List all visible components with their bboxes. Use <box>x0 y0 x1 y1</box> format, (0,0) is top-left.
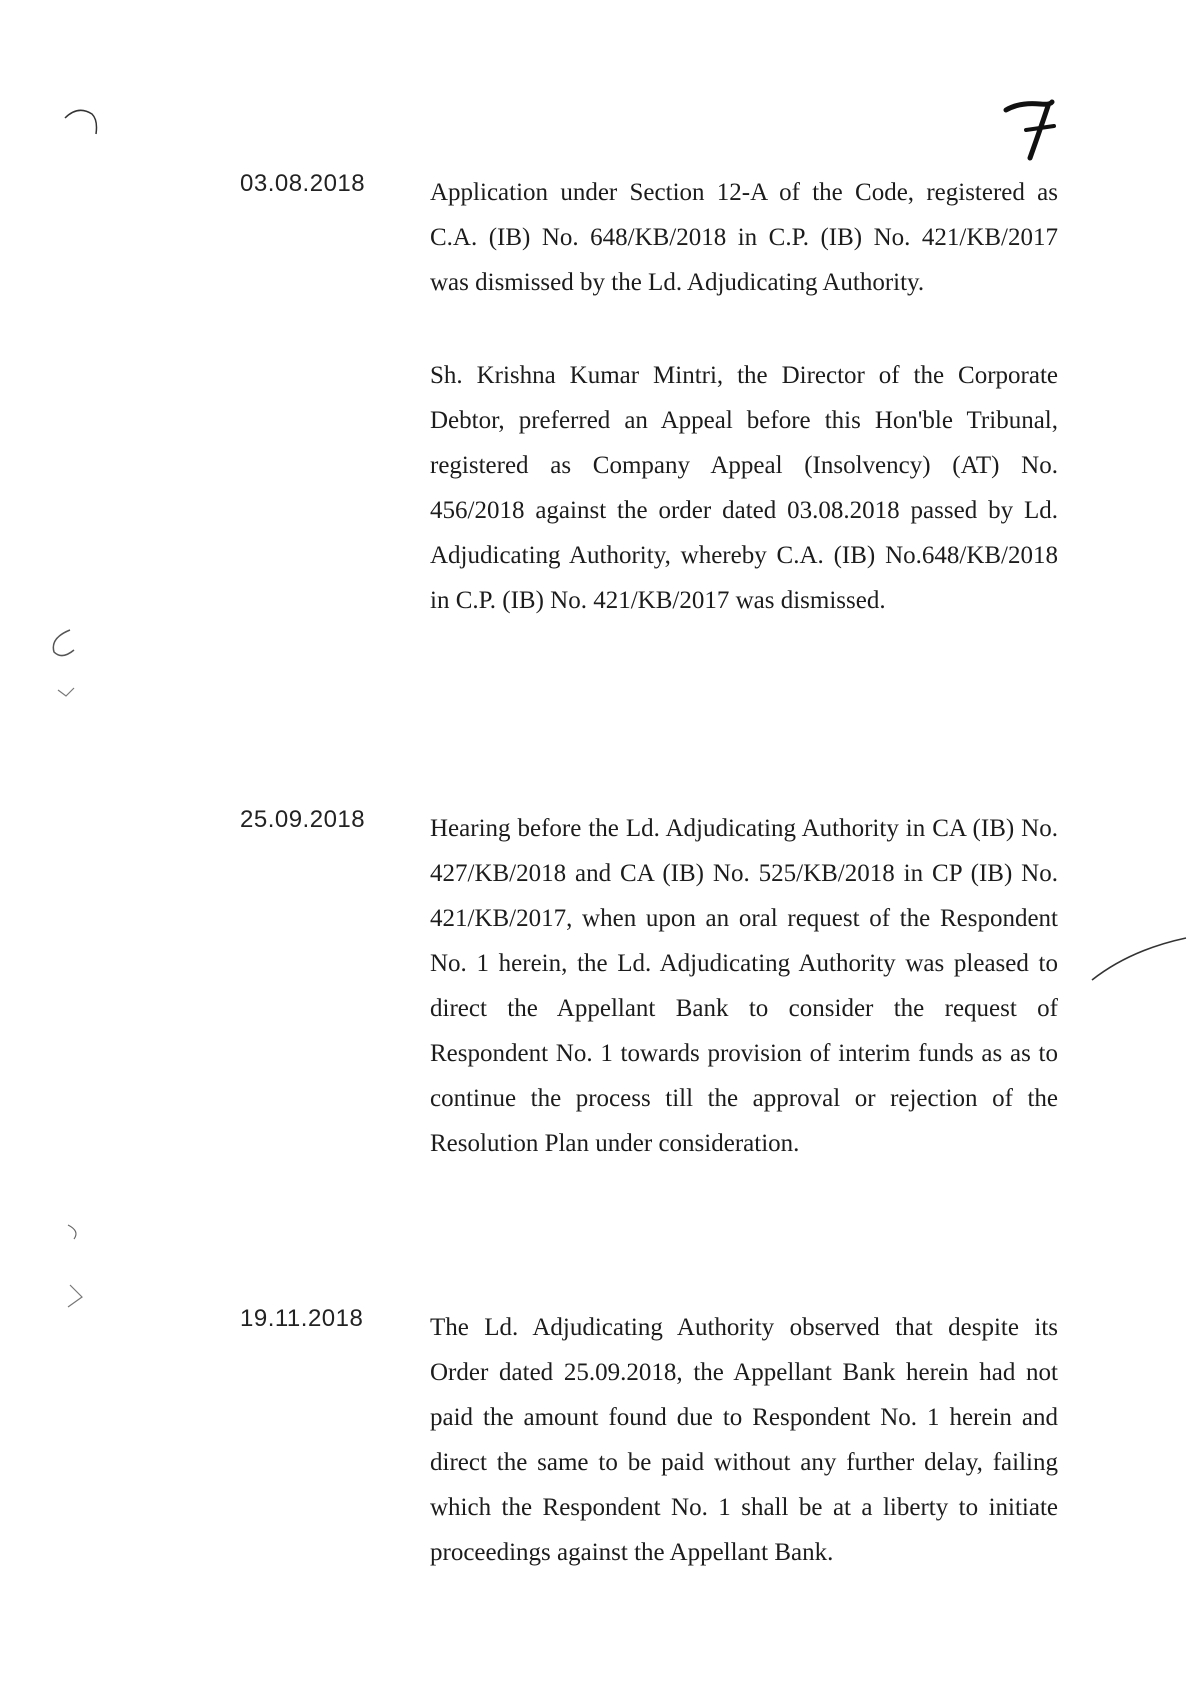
margin-scribble-middle <box>40 620 90 720</box>
entry-paragraph: Sh. Krishna Kumar Mintri, the Director of the Corporate Debtor, preferred an Appeal before this Hon'ble Tribunal, registered as Company Appeal (Insolvency) (AT) No. 456/2018 against the order dated 03.08.2018 passed by Ld. Adjudicating Authority, whereby C.A. (IB) No.648/KB/2018 in C.P. (IB) No. 421/KB/2017 was dismissed. <box>430 362 1058 614</box>
entry-paragraph: Application under Section 12-A of the Code, registered as C.A. (IB) No. 648/KB/2018 in C.P. (IB) No. 421/KB/2017 was dismissed by the Ld. Adjudicating Authority. <box>430 179 1058 296</box>
margin-scribble-right <box>1090 930 1188 990</box>
entry-date: 03.08.2018 <box>240 170 366 197</box>
entry-description <box>430 806 1058 1214</box>
margin-scribble-lower <box>60 1215 100 1325</box>
entry-paragraph: Hearing before the Ld. Adjudicating Authority in CA (IB) No. 427/KB/2018 and CA (IB) No. 525/KB/2018 in CP (IB) No. 421/KB/2017, when upon an oral request of the Respondent No. 1 herein, the Ld. Adjudicating Authority was pleased to direct the Appellant Bank to consider the request of Respondent No. 1 towards provision of interim funds as as to continue the process till the approval or rejection of the Resolution Plan under consideration. <box>430 815 1058 1157</box>
page-number <box>1000 80 1060 170</box>
entry-date: 25.09.2018 <box>240 806 366 833</box>
handwritten-page-number-mark <box>1000 80 1060 170</box>
entry-paragraph: The Ld. Adjudicating Authority observed that despite its Order dated 25.09.2018, the Appellant Bank herein had not paid the amount found due to Respondent No. 1 herein and direct the same to be paid without any further delay, failing which the Respondent No. 1 shall be at a liberty to initiate proceedings against the Appellant Bank. <box>430 1314 1058 1566</box>
entry-description <box>430 1305 1058 1623</box>
entry-date: 19.11.2018 <box>240 1305 364 1332</box>
entry-description <box>430 170 1058 671</box>
margin-scribble-top <box>60 100 110 140</box>
